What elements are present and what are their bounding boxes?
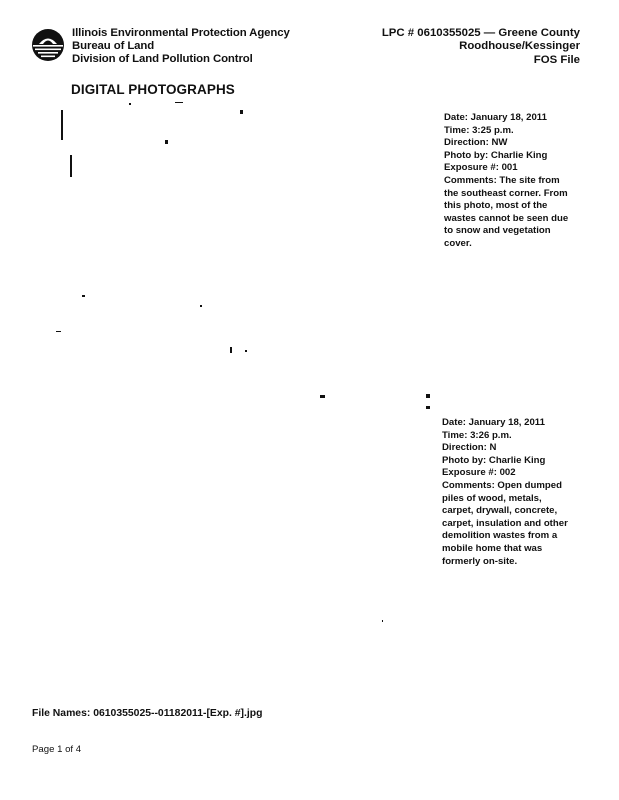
photo-2-details [442,417,572,568]
photo-2 [55,385,425,655]
photo-1-details [444,112,574,251]
photo-1-time: Time: 3:25 p.m. [444,124,514,136]
photo-2-direction: Direction: N [442,442,497,454]
photo-1-direction: Direction: NW [444,137,508,149]
agency-header [72,27,290,67]
illinois-epa-logo [31,28,65,62]
photo-1-exposure: Exposure #: 001 [444,162,518,174]
page-number: Page 1 of 4 [32,744,82,755]
site-name: Roodhouse/Kessinger [459,40,580,53]
division-name: Division of Land Pollution Control [72,53,253,66]
photo-1-comments: Comments: The site from the southeast corner. From this photo, most of the wastes cannot be seen due to snow and vegetation cover. [444,174,569,249]
photo-2-comments: Comments: Open dumped piles of wood, metals, carpet, drywall, concrete, carpet, insulation and other demolition wastes from a mobile home that was formerly on-site. [442,479,568,567]
section-title: DIGITAL PHOTOGRAPHS [71,82,235,97]
photo-1-date: Date: January 18, 2011 [444,112,547,123]
site-header [382,27,580,67]
photo-1 [55,95,425,365]
photo-2-photographer: Photo by: Charlie King [442,454,546,466]
bureau-name: Bureau of Land [72,40,155,53]
agency-name: Illinois Environmental Protection Agency [72,27,290,39]
lpc-number: LPC # 0610355025 — Greene County [381,27,580,39]
photo-2-date: Date: January 18, 2011 [442,417,545,428]
photo-1-photographer: Photo by: Charlie King [444,149,548,161]
file-names: File Names: 0610355025--01182011-[Exp. #].jpg [32,708,263,719]
photo-2-exposure: Exposure #: 002 [442,467,516,479]
file-type: FOS File [533,53,580,66]
photo-2-time: Time: 3:26 p.m. [442,429,512,441]
